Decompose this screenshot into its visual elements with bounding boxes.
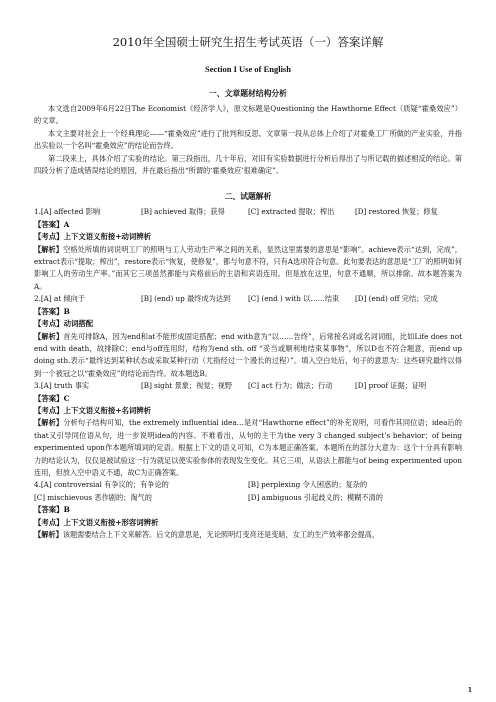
q3-answer: 【答案】C [34,393,70,403]
q4-option-d: [D] ambiguous 引起歧义的；模糊不清的 [248,492,383,502]
part2-heading: 二、试题解析 [224,192,272,202]
q1-option-b: [B] achieved 取得；获得 [141,207,225,217]
q4-explanation: 【解析】该题需要结合上下文来解答。后文的意思是，无论照明灯变亮还是变暗，女工的生产效率都会提高， [34,530,380,539]
q2-knowledge-point: 【考点】动词搭配 [34,319,94,329]
q4-option-b: [B] perplexing 令人困惑的；复杂的 [248,480,368,490]
q4-option-a: 4.[A] controversial 有争议的；有争论的 [34,480,169,490]
q3-option-c: [C] act 行为；做法；行动 [248,381,333,391]
q2-options [34,293,462,305]
q1-option-c: [C] extracted 提取；榨出 [248,207,335,217]
part1-paragraph-3: 第二段来上，具体介绍了实验的结论。第三段指出，几十年后，对旧有实验数据进行分析后得出了与所记载的描述相反的结论。第四段分析了造成错误结论的原因，并在最后指出“所谓的‘霍桑效应’很难确定”。 [34,153,462,176]
q4-knowledge-point: 【考点】上下文语义衔接+形容词辨析 [34,517,159,527]
q2-option-d: [D] (end) off 完结；完成 [355,294,438,304]
q1-option-d: [D] restored 恢复；修复 [355,207,438,217]
page-number: 1 [467,687,472,694]
q3-option-a: 3.[A] truth 事实 [34,381,90,391]
q2-option-a: 2.[A] at 倾向于 [34,294,85,304]
q1-options [34,206,462,218]
document-title: 2010年全国硕士研究生招生考试英语（一）答案详解 [112,35,384,49]
q4-option-c: [C] mischievous 恶作剧的；淘气的 [34,492,152,502]
q2-explanation: 【解析】首先可排除A，因为end和at不能形成固定搭配；end with意为“以……告终”，后常接名词或名词词组，比如Life does not end with death，故排除C；end与off连用时，结构为end sth. off “妥当或顺利地结束某事物”，所以D也不符合题意，而end up doing sth.表示“最终达到某种状态或采取某种行动（尤指经过一个漫长的过程）”。填入空白处后，句子的意思为：这些研究最终以得到一个被冠之以“霍桑效应”的结论而告终。故本题选B。 [34,331,462,378]
part1-paragraph-1: 本文选自2009年6月22日The Economist《经济学人》，原文标题是Questioning the Hawthorne Effect（质疑“霍桑效应”）的文章。 [34,104,462,126]
q1-answer: 【答案】A [34,219,70,229]
q4-answer: 【答案】B [34,505,70,515]
section-title: Section I Use of English [205,64,291,74]
q3-explanation: 【解析】分析句子结构可知，the extremely influential idea…是对“Hawthorne effect”的补充说明，可看作其同位语；idea后的that又引导同位语从句，进一步说明idea的内容。不难看出，从句的主干为the very 3 changed subject’s behavior；of being experimented upon作本题所填词的定语。根据上下文的语义可知，C为本题正确答案。本题所在的部分大意为：这个十分具有影响力的结论认为，仅仅是被试验这一行为就足以使实验参体的表现发生变化。其它三项，从语法上都能与of being experimented upon连用，但放入空中语义不通，故C为正确答案。 [34,418,462,477]
q3-knowledge-point: 【考点】上下文语义衔接+名词辨析 [34,405,152,415]
q2-option-c: [C] (end ) with 以……结束 [248,294,340,304]
q1-explanation: 【解析】空格处所填的词说明工厂的照明与工人劳动生产率之间的关系，显然这里需要的意思是“影响”。achieve表示“达到，完成”，extract表示“提取；榨出”，restore表示“恢复，使修复”，都与句意不符，只有A选项符合句意。此句要表达的意思是“工厂的照明如何影响工人的劳动生产率。”而其它三项虽然都能与宾格前后的主语和宾语连用。但是放在这里，句意不通顺，所以排除。故本题答案为A。 [34,244,462,291]
q1-knowledge-point: 【考点】上下文语义衔接+动词辨析 [34,232,152,242]
q4-options [34,479,462,504]
q2-answer: 【答案】B [34,306,70,316]
part1-heading: 一、文章题材结构分析 [209,89,287,98]
part1-paragraph-2: 本文主要对社会上一个经典理论——“霍桑效应”进行了批判和反思。文章第一段从总体上介绍了对霍桑工厂所做的产业实验，并指出实验以一个名叫“霍桑效应”的结论而告终。 [34,128,462,151]
q3-option-b: [B] sight 景象；视觉；视野 [141,381,233,391]
q2-option-b: [B] (end) up 最终成为达到 [141,294,231,304]
q3-option-d: [D] proof 证据；证明 [355,381,427,391]
q1-option-a: 1.[A] affected 影响 [34,207,101,217]
q3-options [34,380,462,392]
